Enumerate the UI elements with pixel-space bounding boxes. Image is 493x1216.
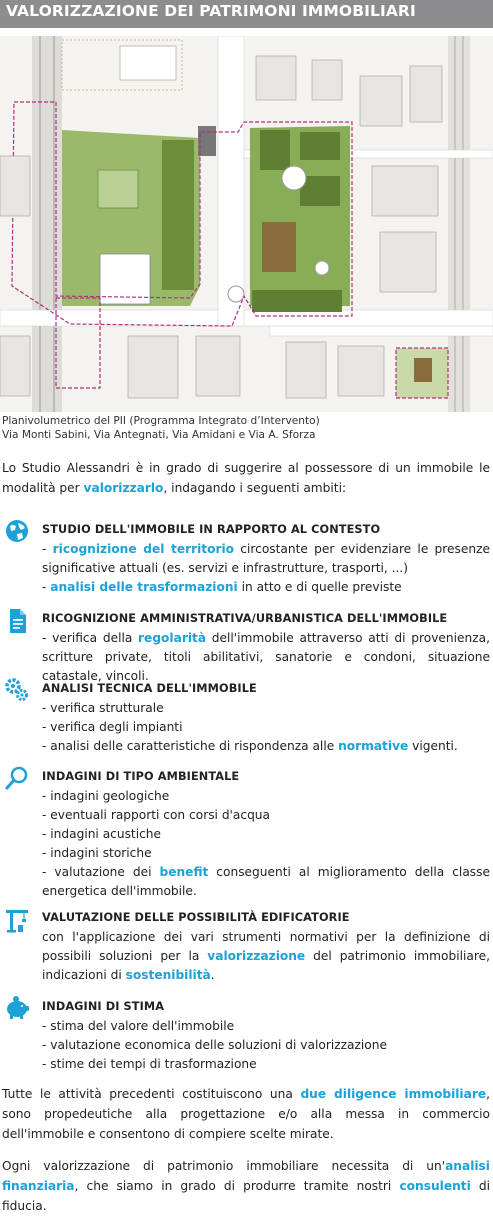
section-line: - verifica strutturale bbox=[42, 701, 164, 715]
magnifier-icon bbox=[4, 765, 30, 793]
line-text: in atto e di quelle previste bbox=[237, 580, 402, 594]
section-title: RICOGNIZIONE AMMINISTRATIVA/URBANISTICA DELL'IMMOBILE bbox=[42, 612, 448, 625]
line-text: dell'immobile attraverso atti di provenienza, scritture private, titoli abilitativi, sanatorie e condoni, situazione catastale, vincoli. bbox=[42, 631, 490, 683]
section-line bbox=[42, 540, 490, 578]
paragraph-text: Ogni valorizzazione di patrimonio immobiliare necessita di un' bbox=[2, 1159, 446, 1173]
section-line bbox=[42, 578, 490, 597]
line-highlight: valorizzazione bbox=[207, 949, 306, 963]
section-line bbox=[42, 928, 490, 985]
section-line bbox=[42, 863, 490, 901]
caption-line-1: Planivolumetrico del PII (Programma Integrato d’Intervento) bbox=[2, 415, 320, 427]
paragraph-text: di fiducia. bbox=[2, 1179, 490, 1213]
site-plan-image bbox=[0, 36, 493, 412]
section-title: STUDIO DELL'IMMOBILE IN RAPPORTO AL CONTESTO bbox=[42, 523, 381, 536]
section-line: - indagini storiche bbox=[42, 846, 152, 860]
section-title: ANALISI TECNICA DELL'IMMOBILE bbox=[42, 682, 257, 695]
section-body bbox=[42, 908, 490, 985]
paragraph-highlight: analisi finanziaria bbox=[2, 1159, 490, 1193]
section-line: - valutazione economica delle soluzioni di valorizzazione bbox=[42, 1038, 387, 1052]
line-highlight: sostenibilità bbox=[125, 968, 211, 982]
paragraph-highlight: consulenti bbox=[399, 1179, 471, 1193]
document-icon bbox=[4, 607, 30, 635]
line-highlight: analisi delle trasformazioni bbox=[50, 580, 238, 594]
section-line: - stime dei tempi di trasformazione bbox=[42, 1057, 257, 1071]
line-text: . bbox=[210, 968, 215, 982]
line-highlight: benefit bbox=[159, 865, 209, 879]
intro-text-end: , indagando i seguenti ambiti: bbox=[163, 481, 347, 495]
line-text: - verifica della bbox=[42, 631, 139, 645]
caption-line-2: Via Monti Sabini, Via Antegnati, Via Amidani e Via A. Sforza bbox=[2, 429, 316, 441]
section-line: - eventuali rapporti con corsi d'acqua bbox=[42, 808, 270, 822]
closing-paragraph-1 bbox=[2, 1084, 490, 1144]
page-header bbox=[0, 0, 493, 28]
line-prefix: - bbox=[42, 580, 51, 594]
gears-icon bbox=[4, 677, 30, 705]
paragraph-text: , sono propedeutiche alla progettazione e/o alla messa in commercio dell'immobile e consentono di compiere scelte mirate. bbox=[2, 1087, 490, 1141]
intro-paragraph bbox=[2, 458, 490, 498]
page-title: VALORIZZAZIONE DEI PATRIMONI IMMOBILIARI bbox=[6, 2, 416, 20]
line-text: conseguenti al miglioramento della classe energetica dell'immobile. bbox=[42, 865, 490, 898]
globe-icon bbox=[4, 518, 30, 546]
line-text: - analisi delle caratteristiche di rispondenza alle bbox=[42, 739, 339, 753]
line-text: vigenti. bbox=[408, 739, 458, 753]
line-text: con l'applicazione dei vari strumenti normativi per la definizione di possibili soluzioni per la bbox=[42, 930, 490, 963]
section-line: - indagini acustiche bbox=[42, 827, 162, 841]
paragraph-text: , che siamo in grado di produrre tramite nostri bbox=[74, 1179, 400, 1193]
closing-paragraph-2 bbox=[2, 1156, 490, 1216]
piggy-bank-icon bbox=[4, 995, 30, 1023]
section-body bbox=[42, 679, 490, 756]
line-text: - valutazione dei bbox=[42, 865, 160, 879]
section-title: VALUTAZIONE DELLE POSSIBILITÀ EDIFICATORIE bbox=[42, 911, 350, 924]
image-caption bbox=[2, 414, 320, 442]
paragraph-text: Tutte le attività precedenti costituiscono una bbox=[2, 1087, 301, 1101]
intro-text: Lo Studio Alessandri è in grado di suggerire al possessore di un immobile le modalità per bbox=[2, 461, 490, 495]
section-line bbox=[42, 629, 490, 686]
section-line: - stima del valore dell'immobile bbox=[42, 1019, 235, 1033]
section-title: INDAGINI DI STIMA bbox=[42, 1000, 165, 1013]
line-highlight: normative bbox=[338, 739, 409, 753]
line-prefix: - bbox=[42, 542, 53, 556]
line-text: circostante per evidenziare le presenze significative attuali (es. servizi e infrastrutture, trasporti, ...) bbox=[42, 542, 491, 575]
section-title: INDAGINI DI TIPO AMBIENTALE bbox=[42, 770, 240, 783]
crane-icon bbox=[4, 906, 30, 934]
line-text: del patrimonio immobiliare, indicazioni di bbox=[42, 949, 490, 982]
intro-highlight: valorizzarlo bbox=[83, 481, 164, 495]
section-body bbox=[42, 520, 490, 597]
section-body bbox=[42, 609, 490, 686]
paragraph-highlight: due diligence immobiliare bbox=[300, 1087, 487, 1101]
section-line: - verifica degli impianti bbox=[42, 720, 183, 734]
line-highlight: regolarità bbox=[138, 631, 207, 645]
section-body bbox=[42, 997, 490, 1074]
section-line: - indagini geologiche bbox=[42, 789, 170, 803]
line-highlight: ricognizione del territorio bbox=[52, 542, 235, 556]
section-body bbox=[42, 767, 490, 901]
section-line bbox=[42, 737, 490, 756]
